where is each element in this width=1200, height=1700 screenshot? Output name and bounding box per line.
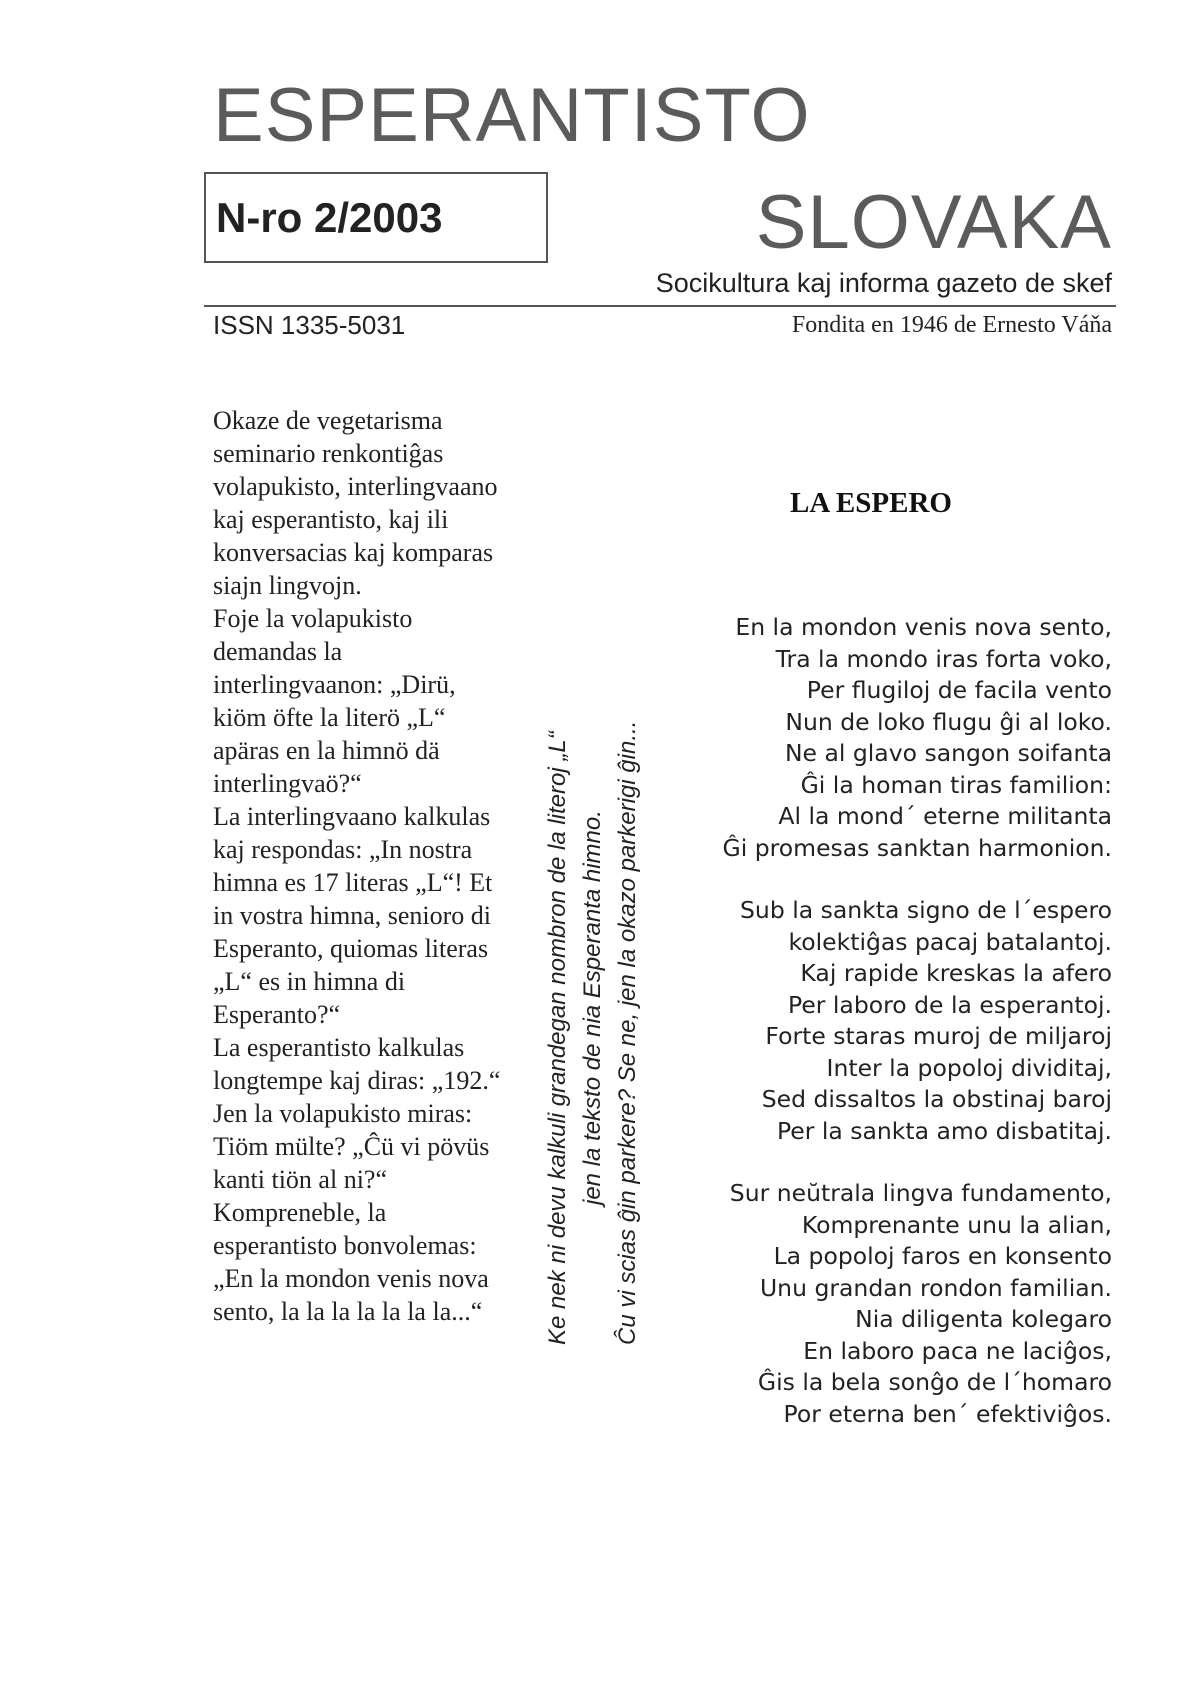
founded-note: Fondita en 1946 de Ernesto Váňa xyxy=(791,312,1112,338)
poem-line: Al la mond´ eterne militanta xyxy=(778,802,1112,830)
story-paragraph: Foje la volapukisto demandas la interlingvaanon: „Dirü, kiöm öfte la literö „L“ apäras en la himnö dä interlingvaö?“ xyxy=(213,604,456,798)
poem-line: Tra la mondo iras forta voko, xyxy=(775,644,1112,673)
story-paragraph: Okaze de vegetarisma seminario renkontiĝas volapukisto, interlingvaano kaj esperantisto, kaj ili konversacias kaj komparas siajn lingvojn. xyxy=(213,406,498,600)
story-paragraph: Jen la volapukisto miras: Tiöm mülte? „Ĉü vi pövüs kanti tiön al ni?“ xyxy=(213,1099,490,1194)
masthead-title-line1: ESPERANTISTO xyxy=(213,73,811,158)
poem-line: Inter la popoloj dividitaj, xyxy=(826,1053,1112,1082)
issn-label: ISSN 1335-5031 xyxy=(213,310,406,340)
poem-line: Per laboro de la esperantoj. xyxy=(787,990,1112,1019)
poem-line: Ĝi la homan tiras familion: xyxy=(800,770,1112,799)
poem-stanza-3 xyxy=(612,1178,1112,1430)
poem-line: Sub la sankta signo de l´espero xyxy=(740,896,1112,924)
poem-body xyxy=(612,612,1112,1461)
vertical-note-line: Ke nek ni devu kalkuli grandegan nombron de la literoj „L“ xyxy=(544,731,571,1345)
poem-line: Sur neŭtrala lingva fundamento, xyxy=(729,1179,1112,1207)
poem-title: LA ESPERO xyxy=(790,487,952,519)
poem-line: Kaj rapide kreskas la afero xyxy=(800,959,1112,987)
poem-line: Por eterna ben´ efektiviĝos. xyxy=(783,1399,1112,1428)
vertical-note-line: Ĉu vi scias ĝin parkere? Se ne, jen la okazo parkerigi ĝin... xyxy=(614,720,641,1345)
poem-line: La popoloj faros en konsento xyxy=(773,1242,1112,1270)
poem-line: Per flugiloj de facila vento xyxy=(806,676,1112,704)
poem-line: Per la sankta amo disbatitaj. xyxy=(776,1116,1112,1145)
poem-stanza-1 xyxy=(612,612,1112,864)
poem-line: Ĝi promesas sanktan harmonion. xyxy=(722,833,1112,862)
poem-line: Ne al glavo sangon soifanta xyxy=(784,739,1112,767)
poem-stanza-2 xyxy=(612,895,1112,1147)
poem-line: Sed dissaltos la obstinaj baroj xyxy=(761,1085,1112,1113)
vertical-note-line: jen la teksto de nia Esperanta himno. xyxy=(579,810,606,1205)
poem-line: Unu grandan rondon familian. xyxy=(759,1273,1112,1302)
poem-line: Nia diligenta kolegaro xyxy=(855,1305,1112,1333)
poem-line: Komprenante unu la alian, xyxy=(801,1210,1112,1239)
poem-line: Nun de loko flugu ĝi al loko. xyxy=(785,707,1112,736)
poem-line: En laboro paca ne laciĝos, xyxy=(803,1336,1112,1365)
story-paragraph: La esperantisto kalkulas longtempe kaj diras: „192.“ xyxy=(213,1033,501,1095)
masthead-subtitle: Socikultura kaj informa gazeto de skef xyxy=(655,268,1112,298)
issue-number-box: N-ro 2/2003 xyxy=(204,172,548,263)
poem-line: kolektiĝas pacaj batalantoj. xyxy=(788,927,1112,956)
story-paragraph: Kompreneble, la esperantisto bonvolemas: „En la mondon venis nova sento, la la la la la la la...“ xyxy=(213,1198,489,1326)
poem-line: Ĝis la bela sonĝo de l´homaro xyxy=(757,1368,1112,1396)
story-paragraph: La interlingvaano kalkulas kaj respondas: „In nostra himna es 17 literas „L“! Et in vostra himna, senioro di Esperanto, quiomas literas „L“ es in himna di Esperanto?“ xyxy=(213,802,493,1029)
masthead-title-line2: SLOVAKA xyxy=(755,180,1112,265)
poem-line: Forte staras muroj de miljaroj xyxy=(765,1022,1112,1050)
poem-line: En la mondon venis nova sento, xyxy=(735,613,1112,641)
header-divider xyxy=(204,305,1116,307)
joke-story-column xyxy=(213,404,503,1328)
